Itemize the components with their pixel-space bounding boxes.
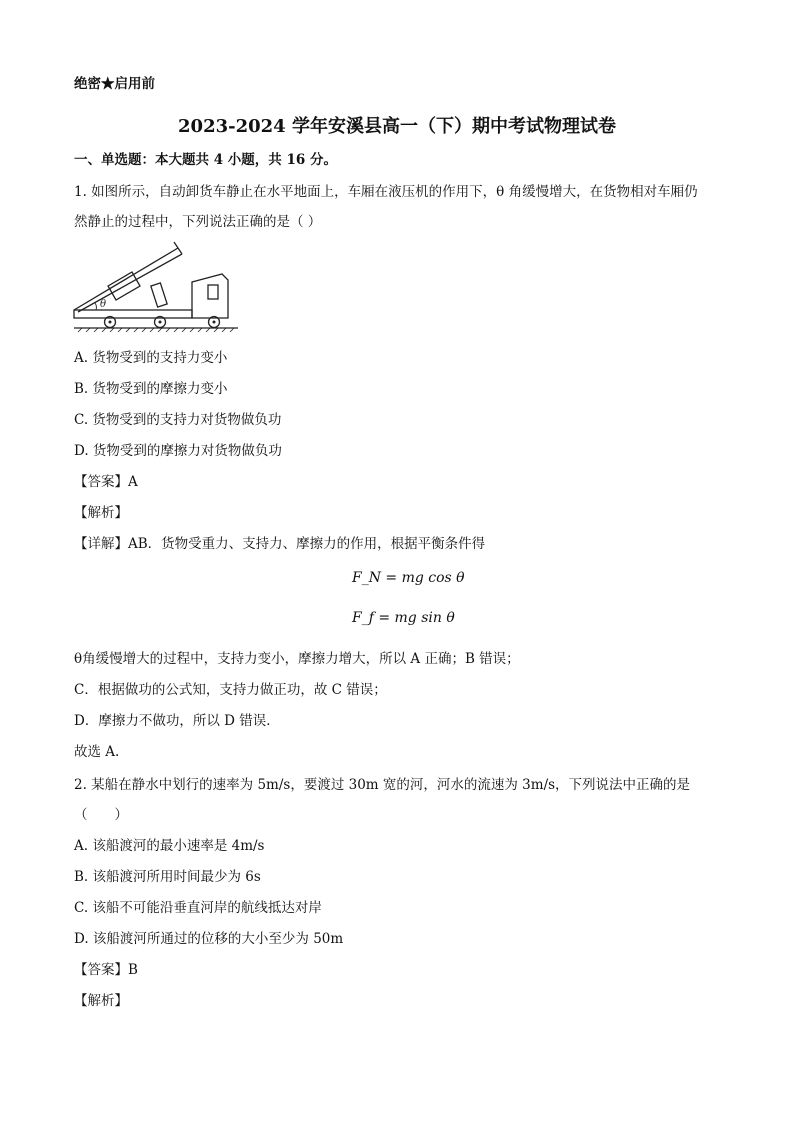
q2-stem-line2: （ ） (74, 807, 128, 823)
q1-explanation-1: θ角缓慢增大的过程中，支持力变小，摩擦力增大，所以 A 正确；B 错误； (74, 651, 520, 667)
q1-detail: 【详解】AB．货物受重力、支持力、摩擦力的作用，根据平衡条件得 (74, 536, 486, 552)
q1-analysis-label: 【解析】 (74, 505, 128, 521)
confidential-label: 绝密★启用前 (74, 76, 155, 92)
q1-stem-line2: 然静止的过程中，下列说法正确的是（ ） (74, 214, 322, 230)
q2-option-b: B. 该船渡河所用时间最少为 6s (74, 869, 261, 885)
q1-option-b: B. 货物受到的摩擦力变小 (74, 381, 228, 397)
q2-option-d: D. 该船渡河所通过的位移的大小至少为 50m (74, 931, 344, 947)
formula-friction-force: F_f = mg sin θ (352, 610, 455, 626)
q1-explanation-2: C．根据做功的公式知，支持力做正功，故 C 错误； (74, 682, 387, 698)
page-title: 2023-2024 学年安溪县高一（下）期中考试物理试卷 (178, 116, 616, 137)
q2-option-a: A. 该船渡河的最小速率是 4m/s (74, 838, 265, 854)
section-heading: 一、单选题：本大题共 4 小题，共 16 分。 (74, 152, 337, 168)
q1-conclusion: 故选 A. (74, 744, 120, 760)
q2-option-c: C. 该船不可能沿垂直河岸的航线抵达对岸 (74, 900, 322, 916)
formula-normal-force: F_N = mg cos θ (352, 570, 465, 586)
q1-option-a: A. 货物受到的支持力变小 (74, 350, 228, 366)
q1-stem-line1: 1. 如图所示，自动卸货车静止在水平地面上，车厢在液压机的作用下，θ 角缓慢增大，在货物相对车厢仍 (74, 184, 698, 200)
q1-option-c: C. 货物受到的支持力对货物做负功 (74, 412, 282, 428)
q1-explanation-3: D．摩擦力不做功，所以 D 错误． (74, 713, 280, 729)
dump-truck-figure (70, 240, 240, 336)
q1-option-d: D. 货物受到的摩擦力对货物做负功 (74, 443, 282, 459)
theta-label: θ (100, 299, 107, 310)
q1-answer: 【答案】A (74, 474, 138, 490)
q2-stem-line1: 2. 某船在静水中划行的速率为 5m/s，要渡过 30m 宽的河，河水的流速为 3m/s，下列说法中正确的是 (74, 777, 691, 793)
q2-analysis-label: 【解析】 (74, 993, 128, 1009)
q2-answer: 【答案】B (74, 962, 138, 978)
